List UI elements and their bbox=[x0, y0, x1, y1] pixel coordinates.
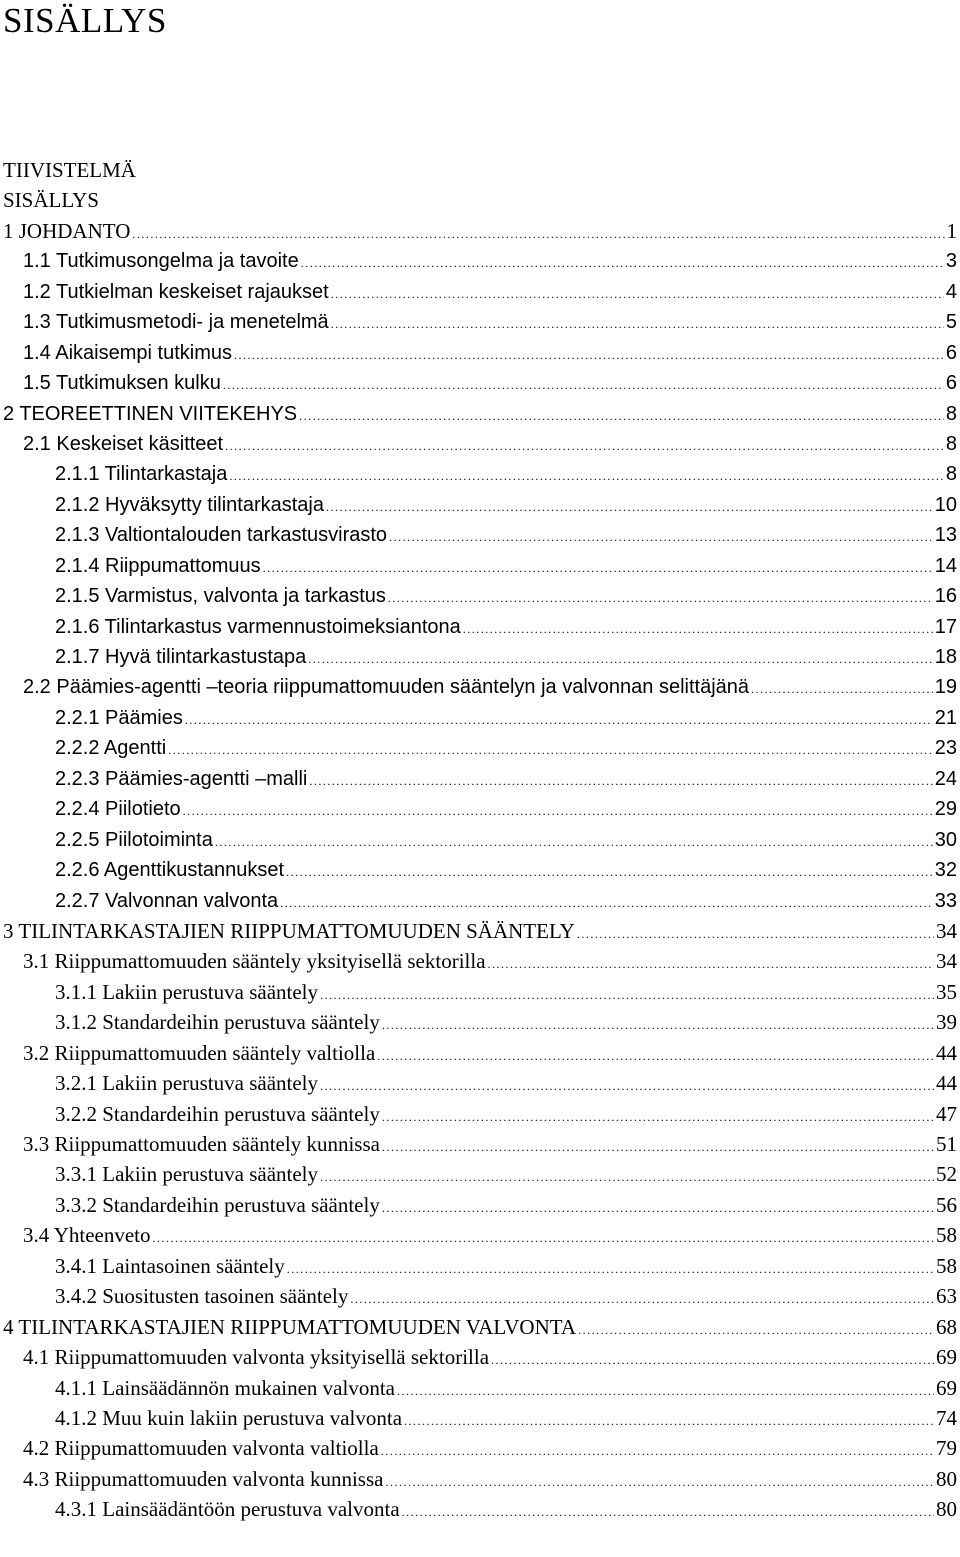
toc-entry-title: 2.1.4 Riippumattomuus bbox=[55, 554, 261, 577]
toc-page-number: 1 bbox=[946, 218, 957, 243]
toc-entry-title: 4.1.2 Muu kuin lakiin perustuva valvonta bbox=[55, 1405, 403, 1430]
toc-entry-title: 2.2.5 Piilotoiminta bbox=[55, 828, 213, 851]
toc-entry[interactable] bbox=[0, 338, 960, 368]
toc-page-number: 8 bbox=[945, 432, 957, 455]
dot-leader bbox=[377, 1041, 934, 1071]
dot-leader bbox=[331, 279, 944, 309]
toc-page-number: 34 bbox=[936, 918, 957, 943]
page-title: SISÄLLYS bbox=[3, 1, 167, 40]
dot-leader bbox=[488, 949, 934, 979]
dot-leader bbox=[225, 431, 944, 461]
dot-leader bbox=[404, 1406, 934, 1436]
toc-entry[interactable] bbox=[0, 825, 960, 855]
dot-leader bbox=[350, 1284, 934, 1314]
toc-entry[interactable] bbox=[0, 520, 960, 550]
toc-entry-title: 3.2.1 Lakiin perustuva sääntely bbox=[55, 1071, 319, 1096]
toc-entry[interactable] bbox=[0, 886, 960, 916]
toc-page-number: 80 bbox=[936, 1466, 957, 1491]
toc-entry-title: 1.2 Tutkielman keskeiset rajaukset bbox=[23, 280, 329, 303]
toc-page-number: 6 bbox=[945, 372, 957, 395]
dot-leader bbox=[185, 705, 933, 735]
toc-entry[interactable] bbox=[0, 216, 960, 246]
toc-entry[interactable] bbox=[0, 946, 960, 976]
toc-entry-title: 2.1.7 Hyvä tilintarkastustapa bbox=[55, 646, 307, 668]
toc-entry[interactable] bbox=[0, 1068, 960, 1098]
toc-entry[interactable] bbox=[0, 459, 960, 489]
dot-leader bbox=[215, 827, 933, 857]
toc-entry-title: 4.1.1 Lainsäädännön mukainen valvonta bbox=[55, 1375, 395, 1400]
dot-leader bbox=[463, 614, 933, 644]
toc-entry-title: 1.1 Tutkimusongelma ja tavoite bbox=[23, 250, 299, 273]
toc-entry[interactable] bbox=[0, 277, 960, 307]
dot-leader bbox=[320, 980, 934, 1010]
dot-leader bbox=[301, 248, 944, 278]
dot-leader bbox=[389, 522, 933, 552]
dot-leader bbox=[183, 796, 933, 826]
toc-entry-title: 2.1.2 Hyväksytty tilintarkastaja bbox=[55, 493, 324, 516]
toc-entry[interactable] bbox=[0, 1281, 960, 1311]
toc-page-number: 16 bbox=[934, 585, 957, 608]
dot-leader bbox=[577, 919, 934, 949]
toc-page-number: 79 bbox=[936, 1436, 957, 1461]
toc-entry-title: 2.2.3 Päämies-agentti –malli bbox=[55, 767, 308, 790]
dot-leader bbox=[320, 1162, 934, 1192]
toc-page-number: 35 bbox=[936, 979, 957, 1004]
dot-leader bbox=[382, 1102, 934, 1132]
dot-leader bbox=[299, 401, 944, 431]
toc-page-number: 44 bbox=[936, 1071, 957, 1096]
toc-entry[interactable] bbox=[0, 368, 960, 398]
toc-entry[interactable] bbox=[0, 1190, 960, 1220]
dot-leader bbox=[331, 309, 944, 339]
toc-page-number: 17 bbox=[934, 615, 957, 638]
toc-entry[interactable] bbox=[0, 916, 960, 946]
toc-page-number: 80 bbox=[936, 1497, 957, 1522]
dot-leader bbox=[382, 1193, 934, 1223]
toc-entry[interactable] bbox=[0, 1433, 960, 1463]
toc-entry-title: 3.3.2 Standardeihin perustuva sääntely bbox=[55, 1192, 380, 1217]
toc-entry[interactable] bbox=[0, 733, 960, 763]
toc-entry-title: 2.2.7 Valvonnan valvonta bbox=[55, 889, 279, 912]
toc-entry-title: 2.1.3 Valtiontalouden tarkastusvirasto bbox=[55, 524, 388, 547]
toc-entry-title: 3.3 Riippumattomuuden sääntely kunnissa bbox=[23, 1132, 380, 1156]
toc-entry-title: 1.5 Tutkimuksen kulku bbox=[23, 372, 221, 395]
dot-leader bbox=[286, 857, 933, 887]
dot-leader bbox=[397, 1376, 934, 1406]
dot-leader bbox=[287, 1254, 934, 1284]
dot-leader bbox=[320, 1071, 934, 1101]
toc-entry[interactable] bbox=[0, 1342, 960, 1372]
toc-page-number: 58 bbox=[936, 1253, 957, 1278]
toc-entry-title: 3.1.2 Standardeihin perustuva sääntely bbox=[55, 1010, 380, 1035]
toc-page-number: 51 bbox=[936, 1132, 957, 1156]
toc-entry-title: 4 TILINTARKASTAJIEN RIIPPUMATTOMUUDEN VALVONTA bbox=[3, 1314, 577, 1339]
toc-entry[interactable] bbox=[0, 1220, 960, 1250]
toc-entry-title: 1.4 Aikaisempi tutkimus bbox=[23, 341, 232, 364]
toc-page-number: 5 bbox=[945, 311, 957, 334]
toc-entry[interactable] bbox=[0, 1464, 960, 1494]
toc-entry-title: 3.2 Riippumattomuuden sääntely valtiolla bbox=[23, 1040, 376, 1065]
toc-entry[interactable] bbox=[0, 246, 960, 276]
dot-leader bbox=[308, 644, 933, 674]
toc-entry-title: 1 JOHDANTO bbox=[3, 218, 131, 243]
dot-leader bbox=[388, 583, 933, 613]
dot-leader bbox=[280, 888, 933, 918]
toc-page-number: 47 bbox=[936, 1101, 957, 1126]
toc-entry-title: 2.2 Päämies-agentti –teoria riippumattomuuden sääntelyn ja valvonnan selittäjänä bbox=[23, 676, 750, 699]
dot-leader bbox=[326, 492, 933, 522]
toc-entry[interactable] bbox=[0, 1038, 960, 1068]
dot-leader bbox=[382, 1010, 934, 1040]
toc-entry[interactable] bbox=[0, 1251, 960, 1281]
toc-entry[interactable] bbox=[0, 855, 960, 885]
toc-entry-title: 3.3.1 Lakiin perustuva sääntely bbox=[55, 1162, 319, 1187]
toc-entry-title: 2 TEOREETTINEN VIITEKEHYS bbox=[3, 402, 298, 425]
toc-page-number: 32 bbox=[934, 859, 957, 882]
dot-leader bbox=[382, 1132, 934, 1162]
toc-page-number: 4 bbox=[945, 280, 957, 303]
toc-page-number: 44 bbox=[936, 1040, 957, 1065]
toc-entry-title: 4.2 Riippumattomuuden valvonta valtiolla bbox=[23, 1436, 379, 1461]
toc-entry[interactable] bbox=[0, 399, 960, 429]
toc-page-number: 8 bbox=[945, 463, 957, 486]
toc-entry-title: 4.3.1 Lainsäädäntöön perustuva valvonta bbox=[55, 1497, 400, 1522]
dot-leader bbox=[263, 553, 933, 583]
dot-leader bbox=[381, 1436, 934, 1466]
toc-entry-title: 3.1.1 Lakiin perustuva sääntely bbox=[55, 979, 319, 1004]
toc-page-number: 74 bbox=[936, 1405, 957, 1430]
toc-page-number: 52 bbox=[936, 1162, 957, 1187]
toc-entry-title: 2.2.1 Päämies bbox=[55, 706, 183, 729]
toc-entry-title: 2.1.6 Tilintarkastus varmennustoimeksiantona bbox=[55, 615, 461, 638]
toc-entry-title: 2.1 Keskeiset käsitteet bbox=[23, 432, 224, 455]
dot-leader bbox=[578, 1315, 934, 1345]
toc-page-number: 29 bbox=[934, 798, 957, 821]
dot-leader bbox=[309, 766, 932, 796]
toc-entry-title: SISÄLLYS bbox=[3, 188, 99, 213]
toc-entry-title: 3.1 Riippumattomuuden sääntely yksityisellä sektorilla bbox=[23, 949, 486, 974]
toc-entry[interactable] bbox=[0, 429, 960, 459]
toc-page-number: 19 bbox=[934, 676, 957, 699]
toc-entry-title: 2.1.5 Varmistus, valvonta ja tarkastus bbox=[55, 585, 386, 608]
toc-entry-title: 4.3 Riippumattomuuden valvonta kunnissa bbox=[23, 1466, 384, 1491]
toc-page-number: 18 bbox=[934, 646, 957, 668]
toc-entry-title: 2.2.2 Agentti bbox=[55, 737, 167, 760]
dot-leader bbox=[132, 219, 944, 249]
toc-entry[interactable] bbox=[0, 1007, 960, 1037]
toc-entry[interactable] bbox=[0, 612, 960, 642]
toc-entry[interactable] bbox=[0, 672, 960, 702]
toc-page-number: 23 bbox=[934, 737, 957, 760]
toc-page-number: 34 bbox=[936, 949, 957, 974]
toc-entry-title: 2.2.4 Piilotieto bbox=[55, 798, 181, 821]
toc-entry[interactable] bbox=[0, 1403, 960, 1433]
dot-leader bbox=[234, 340, 944, 370]
toc-page-number: 8 bbox=[945, 402, 957, 425]
toc-page-number: 63 bbox=[936, 1284, 957, 1309]
toc-entry[interactable] bbox=[0, 1373, 960, 1403]
toc-entry[interactable] bbox=[0, 490, 960, 520]
toc-entry-title: 4.1 Riippumattomuuden valvonta yksityisellä sektorilla bbox=[23, 1345, 490, 1370]
toc-page-number: 69 bbox=[936, 1345, 957, 1370]
toc-entry-title: 3.2.2 Standardeihin perustuva sääntely bbox=[55, 1101, 380, 1126]
toc-entry[interactable] bbox=[0, 1494, 960, 1524]
toc-page-number: 56 bbox=[936, 1192, 957, 1217]
toc-page-number: 68 bbox=[936, 1314, 957, 1339]
toc-entry[interactable] bbox=[0, 1159, 960, 1189]
toc-entry-title: 3 TILINTARKASTAJIEN RIIPPUMATTOMUUDEN SÄÄNTELY bbox=[3, 918, 575, 943]
dot-leader bbox=[751, 674, 933, 704]
toc-page-number: 10 bbox=[934, 493, 957, 516]
toc-page-number: 13 bbox=[934, 524, 957, 547]
toc-entry-title: 1.3 Tutkimusmetodi- ja menetelmä bbox=[23, 311, 329, 334]
toc-entry-title: 3.4 Yhteenveto bbox=[23, 1223, 151, 1248]
toc-page-number: 30 bbox=[934, 828, 957, 851]
dot-leader bbox=[223, 370, 944, 400]
toc-entry[interactable] bbox=[0, 155, 960, 185]
toc-entry[interactable] bbox=[0, 1312, 960, 1342]
toc-entry-title: 3.4.1 Laintasoinen sääntely bbox=[55, 1253, 285, 1278]
toc-entry[interactable] bbox=[0, 1129, 960, 1159]
toc-entry[interactable] bbox=[0, 1099, 960, 1129]
toc-page-number: 14 bbox=[934, 554, 957, 577]
toc-entry[interactable] bbox=[0, 642, 960, 672]
toc-page-number: 6 bbox=[945, 341, 957, 364]
toc-entry[interactable] bbox=[0, 551, 960, 581]
toc-entry[interactable] bbox=[0, 977, 960, 1007]
toc-page-number: 24 bbox=[934, 767, 957, 790]
toc-entry-title: TIIVISTELMÄ bbox=[3, 158, 136, 182]
dot-leader bbox=[402, 1497, 934, 1527]
toc-entry[interactable] bbox=[0, 581, 960, 611]
dot-leader bbox=[385, 1467, 934, 1497]
toc-entry-title: 2.2.6 Agenttikustannukset bbox=[55, 859, 285, 882]
toc-entry-title: 3.4.2 Suositusten tasoinen sääntely bbox=[55, 1284, 349, 1309]
toc-entry[interactable] bbox=[0, 764, 960, 794]
toc-page-number: 33 bbox=[934, 889, 957, 912]
dot-leader bbox=[153, 1223, 934, 1253]
toc-entry-title: 2.1.1 Tilintarkastaja bbox=[55, 463, 228, 486]
toc-page-number: 39 bbox=[936, 1010, 957, 1035]
dot-leader bbox=[168, 735, 933, 765]
table-of-contents bbox=[0, 155, 960, 1525]
toc-entry[interactable] bbox=[0, 185, 960, 215]
toc-page-number: 58 bbox=[936, 1223, 957, 1248]
toc-entry[interactable] bbox=[0, 307, 960, 337]
dot-leader bbox=[229, 461, 944, 491]
toc-entry[interactable] bbox=[0, 794, 960, 824]
toc-entry[interactable] bbox=[0, 703, 960, 733]
toc-page-number: 21 bbox=[934, 706, 957, 729]
toc-page-number: 3 bbox=[945, 250, 957, 273]
toc-page-number: 69 bbox=[936, 1375, 957, 1400]
dot-leader bbox=[491, 1345, 934, 1375]
